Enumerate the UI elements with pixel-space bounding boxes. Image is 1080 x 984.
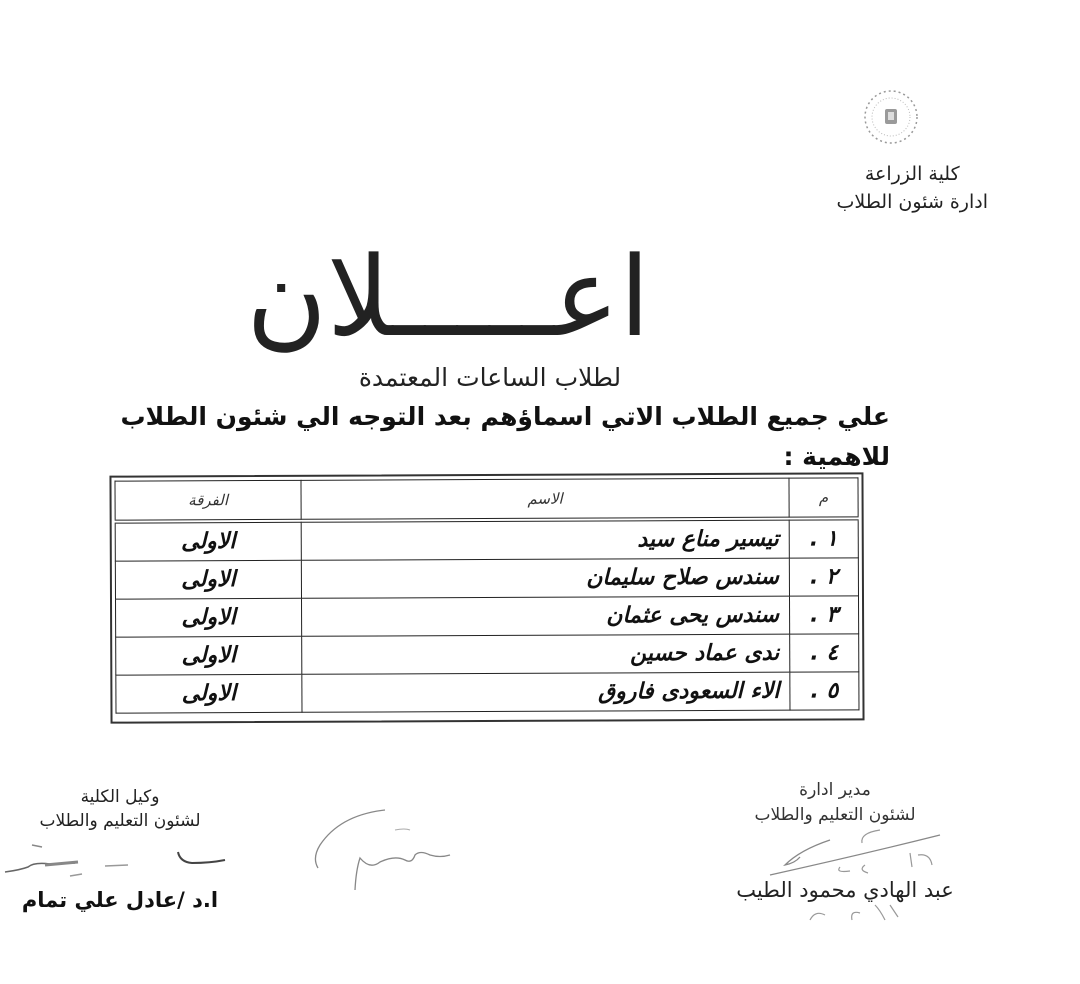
- student-name: سندس يحى عثمان: [301, 596, 789, 636]
- announcement-title: اعـــــلان: [246, 233, 650, 361]
- row-number: ٤ .: [790, 634, 859, 672]
- vice-dean-subtitle: لشئون التعليم والطلاب: [39, 811, 201, 831]
- student-name: تيسير مناع سيد: [301, 519, 789, 561]
- header-name: الاسم: [301, 478, 789, 521]
- vice-dean-signature-scribble: [0, 840, 240, 880]
- student-name: ندى عماد حسين: [302, 634, 790, 674]
- row-number: ١ .: [789, 518, 858, 558]
- director-subtitle: لشئون التعليم والطلاب: [754, 805, 916, 825]
- faculty-header: [836, 160, 988, 216]
- vice-dean-signature-block: [10, 785, 230, 833]
- row-number: ٢ .: [789, 558, 858, 596]
- table-header-row: [115, 478, 858, 522]
- student-name: سندس صلاح سليمان: [301, 558, 789, 598]
- faculty-name: كلية الزراعة: [864, 163, 960, 185]
- students-table-frame: [109, 472, 864, 723]
- director-signature-block: [730, 778, 940, 828]
- student-year: الاولى: [115, 560, 301, 599]
- table-row: [116, 634, 859, 675]
- director-title: مدير ادارة: [799, 780, 871, 800]
- header-year: الفرقة: [115, 480, 301, 521]
- students-table: [114, 477, 859, 713]
- header-number: م: [789, 478, 858, 519]
- announcement-subtitle: لطلاب الساعات المعتمدة: [358, 363, 622, 392]
- student-year: الاولى: [115, 521, 301, 561]
- row-number: ٥ .: [790, 672, 859, 710]
- table-row: [116, 596, 859, 637]
- row-number: ٣ .: [789, 596, 858, 634]
- student-name: الاء السعودى فاروق: [302, 672, 790, 712]
- center-signature-scribble: [300, 800, 460, 900]
- announcement-instruction: علي جميع الطلاب الاتي اسماؤهم بعد التوجه الي شئون الطلاب للاهمية :: [120, 402, 890, 471]
- department-name: ادارة شئون الطلاب: [836, 191, 988, 213]
- vice-dean-name: ا.د /عادل علي تمام: [21, 888, 219, 912]
- student-year: الاولى: [116, 598, 302, 637]
- vice-dean-title: وكيل الكلية: [80, 787, 160, 807]
- university-seal-icon: [862, 88, 920, 146]
- student-year: الاولى: [116, 674, 302, 713]
- table-row: [116, 672, 859, 713]
- table-row: [115, 558, 858, 599]
- student-year: الاولى: [116, 636, 302, 675]
- table-row: [115, 518, 858, 561]
- director-name: عبد الهادي محمود الطيب: [736, 878, 954, 902]
